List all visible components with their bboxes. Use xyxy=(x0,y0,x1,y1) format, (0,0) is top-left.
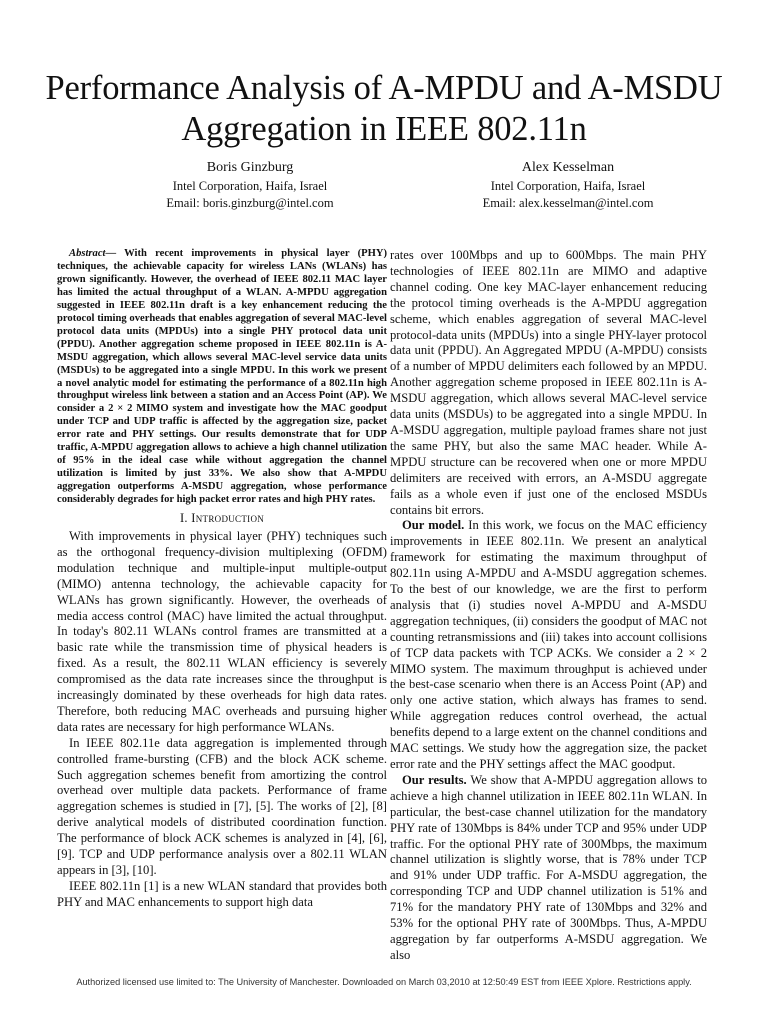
author-email: Email: alex.kesselman@intel.com xyxy=(482,196,654,210)
left-column xyxy=(57,248,387,911)
abstract-body: — With recent improvements in physical layer (PHY) techniques, the achievable capacity for wireless LANs (WLANs) has grown significantly. However, the overhead of IEEE 802.11 MAC layer has limited the actual throughput of a WLAN. A-MPDU aggregation suggested in IEEE 802.11n draft is a key enhancement reducing the protocol timing overheads that enables aggregation of several MAC-level protocol data units (MPDUs) into a single PHY protocol data unit (PPDU). Another aggregation scheme proposed in IEEE 802.11n is A-MSDU aggregation, which allows several MAC-level service data units (MSDUs) to be aggregated into a single MPDU. In this work we present a novel analytic model for estimating the performance of a 802.11n high throughput wireless link between a station and an Access Point (AP). We consider a 2 × 2 MIMO system and investigate how the MAC goodput under TCP and UDP traffic is affected by the aggregation size, packet error rate and PHY settings. Our results demonstrate that for UDP traffic, A-MPDU aggregation allows to achieve a high channel utilization of 95% in the ideal case while without aggregation the channel utilization is limited by just 33%. We also show that A-MPDU aggregation outperforms A-MSDU aggregation, whose performance considerably degrades for high packet error rates and high PHY rates. xyxy=(57,248,387,506)
paper-title xyxy=(40,68,728,150)
intro-paragraph-3: IEEE 802.11n [1] is a new WLAN standard that provides both PHY and MAC enhancements to support high data xyxy=(57,878,387,909)
author-block-1 xyxy=(100,158,400,212)
abstract xyxy=(57,248,387,507)
author-email: Email: boris.ginzburg@intel.com xyxy=(166,196,334,210)
section-heading-introduction xyxy=(57,511,387,527)
our-results-body: We show that A-MPDU aggregation allows to achieve a high channel utilization in IEEE 802.11n WLAN. In particular, the best-case channel utilization for the mandatory PHY rate of 130Mbps is 84% under TCP and 95% under UDP traffic. For the optional PHY rate of 300Mbps, the maximum channel utilization is slightly worse, that is 78% under TCP and 91% under UDP traffic. For A-MSDU aggregation, the corresponding TCP and UDP channel utilization is 51% and 71% for the mandatory PHY rate of 130Mbps and 32% and 53% for the optional PHY rate of 300Mbps. Thus, A-MPDU aggregation by far outperforms A-MSDU aggregation. We also xyxy=(390,772,707,962)
right-column xyxy=(390,248,707,964)
intro-paragraph-1: With improvements in physical layer (PHY) techniques such as the orthogonal frequency-division multiplexing (OFDM) modulation technique and multiple-input multiple-output (MIMO) antenna technology, the achievable capacity for WLANs has grown significantly. However, the overheads of media access control (MAC) have limited the actual throughput. In today's 802.11 WLANs control frames are transmitted at a basic rate while the transmission time of physical headers is fixed. As a result, the 802.11 WLAN efficiency is severely compromised as the data rate increases since the throughput is increasingly dominated by these overheads for high data rates. Therefore, both reducing MAC overheads and pursuing higher data rates are necessary for high performance WLANs. xyxy=(57,528,387,734)
author-block-2 xyxy=(418,158,718,212)
section-number: I. xyxy=(179,511,192,526)
author-name: Alex Kesselman xyxy=(521,160,615,175)
intro-paragraph-2: In IEEE 802.11e data aggregation is implemented through controlled frame-bursting (CFB) and the block ACK scheme. Such aggregation schemes benefit from amortizing the control overhead over multiple data packets. Performance of frame aggregation schemes is studied in [7], [5]. The works of [2], [8] derive analytical models of distributed coordination function. The performance of block ACK schemes is analyzed in [4], [6], [9]. TCP and UDP performance analysis over a 802.11 WLAN appears in [3], [10]. xyxy=(57,735,387,877)
our-results-lead: Our results. xyxy=(402,772,467,787)
intro-paragraph-4: rates over 100Mbps and up to 600Mbps. The main PHY technologies of IEEE 802.11n are MIMO and adaptive channel coding. One key MAC-layer enhancement reducing the protocol timing overheads is the A-MPDU aggregation scheme, which enables aggregation of several MAC-level protocol-data units (MPDUs) into a single PHY-layer protocol data unit (PPDU). An Aggregated MPDU (A-MPDU) consists of a number of MPDU delimiters each followed by an MPDU. Another aggregation scheme proposed in IEEE 802.11n is A-MSDU aggregation, which allows several MAC-level service data units (MSDUs) to be aggregated into a single MPDU. In A-MSDU aggregation, multiple payload frames share not just the same PHY, but also the same MAC header. While A-MPDU structure can be recovered when one or more MPDU delimiters are received with errors, an A-MSDU aggregate fails as a whole even if just one of the enclosed MSDUs contains bit errors. xyxy=(390,248,707,517)
title-line-1: Performance Analysis of A-MPDU and A-MSDU xyxy=(45,69,723,107)
our-model-lead: Our model. xyxy=(402,518,465,533)
author-name: Boris Ginzburg xyxy=(206,160,294,175)
our-results-paragraph xyxy=(390,773,707,964)
title-line-2: Aggregation in IEEE 802.11n xyxy=(181,110,587,148)
section-title: Introduction xyxy=(191,511,265,526)
our-model-paragraph xyxy=(390,518,707,773)
license-footer: Authorized licensed use limited to: The University of Manchester. Downloaded on March 03,2010 at 12:50:49 EST from IEEE Xplore. Restrictions apply. xyxy=(76,977,692,987)
abstract-lead: Abstract xyxy=(69,248,106,259)
our-model-body: In this work, we focus on the MAC efficiency improvements in IEEE 802.11n. We present an analytical framework for estimating the maximum throughput of 802.11n using A-MPDU and A-MSDU aggregation schemes. To the best of our knowledge, we are the first to perform analysis that (i) studies novel A-MPDU and A-MSDU aggregation techniques, (ii) considers the goodput of MAC not counting retransmissions and (iii) takes into account collisions of TCP data packets with TCP ACKs. We consider a 2 × 2 MIMO system. The maximum throughput is achieved under the best-case scenario when there is an Access Point (AP) and only one active station, which always has frames to send. While aggregation reduces control overhead, the actual benefits depend to a large extent on the channel conditions and MAC settings. We study how the aggregation size, the packet error rate and the PHY settings affect the MAC goodput. xyxy=(390,518,707,771)
author-affiliation: Intel Corporation, Haifa, Israel xyxy=(490,179,646,193)
author-affiliation: Intel Corporation, Haifa, Israel xyxy=(172,179,328,193)
